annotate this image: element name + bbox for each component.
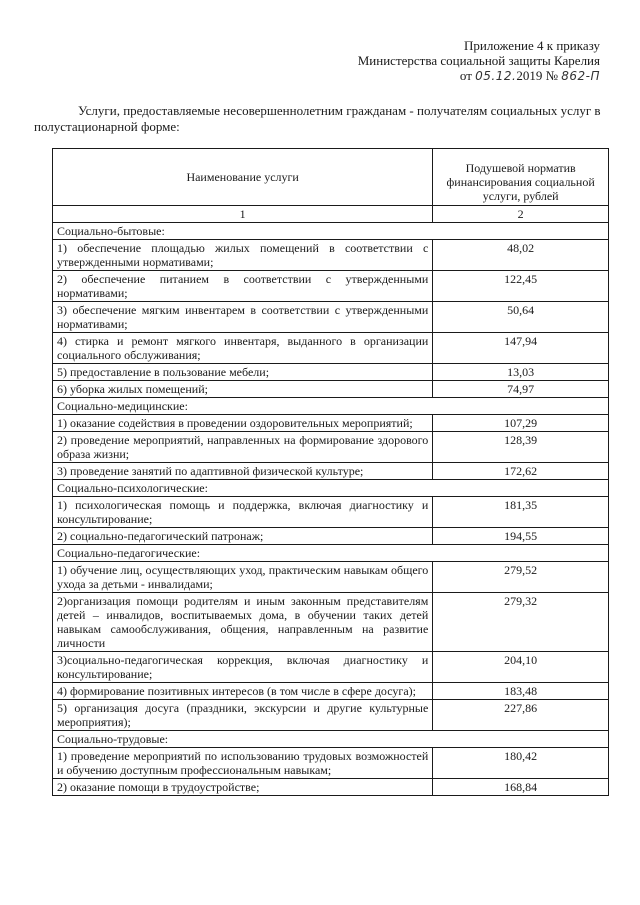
service-norm-value: 181,35 bbox=[433, 497, 609, 528]
service-norm-value: 107,29 bbox=[433, 415, 609, 432]
service-norm-value: 74,97 bbox=[433, 381, 609, 398]
service-name: 4) формирование позитивных интересов (в том числе в сфере досуга); bbox=[53, 683, 433, 700]
service-norm-value: 204,10 bbox=[433, 652, 609, 683]
service-name: 6) уборка жилых помещений; bbox=[53, 381, 433, 398]
table-row bbox=[53, 463, 609, 480]
intro-text: Услуги, предоставляемые несовершеннолетним гражданам - получателям социальных услуг в полустационарной форме: bbox=[34, 103, 601, 134]
table-row bbox=[53, 302, 609, 333]
column-number-row bbox=[53, 206, 609, 223]
service-name: 4) стирка и ремонт мягкого инвентаря, выданного в организации социального обслуживания; bbox=[53, 333, 433, 364]
service-name: 2)организация помощи родителям и иным законным представителям детей – инвалидов, воспитываемых дома, в обучении таких детей навыкам самообслуживания, общения, направленным на развитие личности bbox=[53, 593, 433, 652]
service-norm-value: 147,94 bbox=[433, 333, 609, 364]
header-appendix-line: Приложение 4 к приказу bbox=[463, 38, 600, 53]
service-norm-value: 122,45 bbox=[433, 271, 609, 302]
section-title: Социально-педагогические: bbox=[53, 545, 609, 562]
service-name: 1) оказание содействия в проведении оздоровительных мероприятий; bbox=[53, 415, 433, 432]
date-prefix: от bbox=[459, 68, 472, 83]
service-norm-value: 128,39 bbox=[433, 432, 609, 463]
document-header bbox=[358, 38, 600, 84]
service-name: 3) проведение занятий по адаптивной физической культуре; bbox=[53, 463, 433, 480]
service-norm-value: 279,52 bbox=[433, 562, 609, 593]
header-ministry-line: Министерства социальной защиты Карелия bbox=[357, 53, 600, 68]
service-name: 2) проведение мероприятий, направленных на формирование здорового образа жизни; bbox=[53, 432, 433, 463]
column-header-norm: Подушевой норматив финансирования социальной услуги, рублей bbox=[433, 149, 609, 206]
table-row bbox=[53, 333, 609, 364]
service-norm-value: 172,62 bbox=[433, 463, 609, 480]
section-title: Социально-психологические: bbox=[53, 480, 609, 497]
table-row bbox=[53, 562, 609, 593]
section-title: Социально-медицинские: bbox=[53, 398, 609, 415]
table-row bbox=[53, 240, 609, 271]
section-row bbox=[53, 545, 609, 562]
service-norm-value: 48,02 bbox=[433, 240, 609, 271]
column-number-2: 2 bbox=[433, 206, 609, 223]
service-name: 1) обеспечение площадью жилых помещений в соответствии с утвержденными нормативами; bbox=[53, 240, 433, 271]
service-norm-value: 279,32 bbox=[433, 593, 609, 652]
date-year: 2019 № bbox=[516, 68, 558, 83]
service-name: 1) обучение лиц, осуществляющих уход, практическим навыкам общего ухода за детьми - инвалидами; bbox=[53, 562, 433, 593]
column-header-name: Наименование услуги bbox=[53, 149, 433, 206]
table-row bbox=[53, 748, 609, 779]
service-name: 5) организация досуга (праздники, экскурсии и другие культурные мероприятия); bbox=[53, 700, 433, 731]
service-norm-value: 194,55 bbox=[433, 528, 609, 545]
table-row bbox=[53, 593, 609, 652]
table-row bbox=[53, 652, 609, 683]
service-name: 2) оказание помощи в трудоустройстве; bbox=[53, 779, 433, 796]
service-name: 1) проведение мероприятий по использованию трудовых возможностей и обучению доступным профессиональным навыкам; bbox=[53, 748, 433, 779]
table-row bbox=[53, 271, 609, 302]
table-row bbox=[53, 381, 609, 398]
service-name: 5) предоставление в пользование мебели; bbox=[53, 364, 433, 381]
table-row bbox=[53, 432, 609, 463]
table-row bbox=[53, 415, 609, 432]
services-table bbox=[52, 148, 609, 796]
section-row bbox=[53, 480, 609, 497]
service-norm-value: 13,03 bbox=[433, 364, 609, 381]
table-header-row bbox=[53, 149, 609, 206]
service-name: 2) социально-педагогический патронаж; bbox=[53, 528, 433, 545]
table-row bbox=[53, 683, 609, 700]
table-body bbox=[53, 223, 609, 796]
service-norm-value: 180,42 bbox=[433, 748, 609, 779]
handwritten-date: 05.12. bbox=[475, 69, 517, 83]
table-row bbox=[53, 779, 609, 796]
table-row bbox=[53, 528, 609, 545]
service-name: 2) обеспечение питанием в соответствии с утвержденными нормативами; bbox=[53, 271, 433, 302]
service-norm-value: 227,86 bbox=[433, 700, 609, 731]
service-name: 3) обеспечение мягким инвентарем в соответствии с утвержденными нормативами; bbox=[53, 302, 433, 333]
header-date-line bbox=[358, 68, 600, 84]
service-norm-value: 168,84 bbox=[433, 779, 609, 796]
table-row bbox=[53, 497, 609, 528]
service-norm-value: 183,48 bbox=[433, 683, 609, 700]
section-title: Социально-трудовые: bbox=[53, 731, 609, 748]
intro-paragraph bbox=[34, 103, 602, 135]
service-norm-value: 50,64 bbox=[433, 302, 609, 333]
table-row bbox=[53, 700, 609, 731]
service-name: 1) психологическая помощь и поддержка, включая диагностику и консультирование; bbox=[53, 497, 433, 528]
section-row bbox=[53, 223, 609, 240]
handwritten-order-number: 862-П bbox=[561, 69, 600, 83]
table-row bbox=[53, 364, 609, 381]
section-row bbox=[53, 398, 609, 415]
section-row bbox=[53, 731, 609, 748]
column-number-1: 1 bbox=[53, 206, 433, 223]
section-title: Социально-бытовые: bbox=[53, 223, 609, 240]
service-name: 3)социально-педагогическая коррекция, включая диагностику и консультирование; bbox=[53, 652, 433, 683]
